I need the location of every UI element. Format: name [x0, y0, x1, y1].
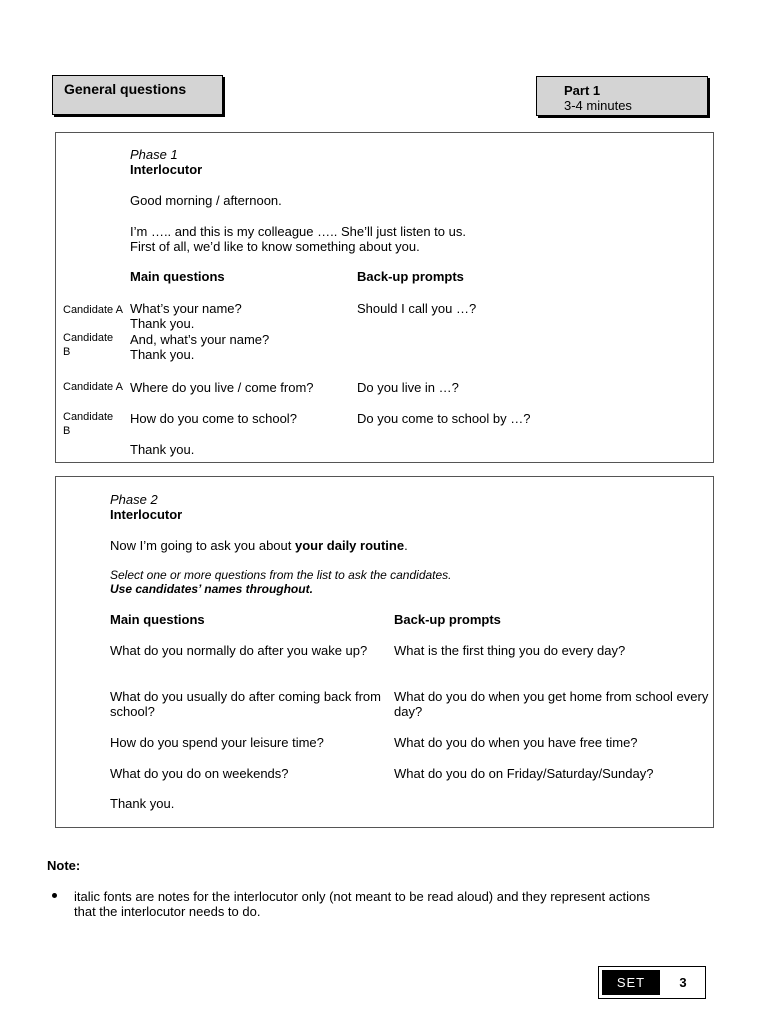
phase1-prompt: Should I call you …? — [357, 301, 477, 316]
phase1-question: Thank you. — [130, 347, 195, 362]
note-title: Note: — [47, 858, 81, 873]
phase2-instruction-1: Select one or more questions from the list to ask the candidates. — [110, 568, 452, 582]
phase2-label: Phase 2 — [110, 492, 158, 507]
phase2-intro — [110, 538, 408, 553]
phase1-label: Phase 1 — [130, 147, 178, 162]
phase2-question: How do you spend your leisure time? — [110, 735, 324, 750]
set-label: SET — [616, 975, 646, 990]
phase2-question: What do you normally do after you wake up? — [110, 643, 368, 658]
phase1-role: Interlocutor — [130, 162, 203, 177]
phase2-backup-prompts-header: Back-up prompts — [394, 612, 501, 627]
phase1-question: How do you come to school? — [130, 411, 297, 426]
candidate-label: Candidate B — [63, 411, 114, 437]
phase2-main-questions-header: Main questions — [110, 612, 205, 627]
part-duration: 3-4 minutes — [564, 98, 632, 113]
candidate-label: Candidate A — [63, 304, 123, 316]
phase2-prompt: What do you do when you get home from school every day? — [394, 689, 709, 719]
phase1-question: And, what’s your name? — [130, 332, 270, 347]
phase2-instruction-2: Use candidates’ names throughout. — [110, 582, 313, 596]
phase1-prompt: Do you come to school by …? — [357, 411, 531, 426]
phase2-prompt: What is the first thing you do every day? — [394, 643, 626, 658]
bullet-icon — [52, 893, 57, 898]
phase1-prompt: Do you live in …? — [357, 380, 459, 395]
phase2-question: What do you usually do after coming back from school? — [110, 689, 381, 719]
phase1-question: Where do you live / come from? — [130, 380, 314, 395]
phase2-intro-topic: your daily routine — [295, 538, 405, 553]
candidate-label: Candidate A — [63, 381, 123, 393]
phase2-prompt: What do you do when you have free time? — [394, 735, 638, 750]
candidate-label: Candidate B — [63, 332, 114, 358]
phase1-question: What’s your name? — [130, 301, 242, 316]
phase1-greeting: Good morning / afternoon. — [130, 193, 282, 208]
part-box — [536, 76, 708, 116]
part-label: Part 1 — [564, 83, 601, 98]
phase2-question: What do you do on weekends? — [110, 766, 289, 781]
note-text: italic fonts are notes for the interlocutor only (not meant to be read aloud) and they represent actions that the interlocutor needs to do. — [74, 889, 650, 919]
phase2-intro-suffix: . — [404, 538, 408, 553]
phase2-intro-prefix: Now I’m going to ask you about — [110, 538, 295, 553]
phase1-main-questions-header: Main questions — [130, 269, 225, 284]
phase1-backup-prompts-header: Back-up prompts — [357, 269, 464, 284]
phase2-closing: Thank you. — [110, 796, 175, 811]
section-title-box — [52, 75, 223, 115]
phase1-intro-line2: First of all, we’d like to know something about you. — [130, 239, 420, 254]
phase1-question: Thank you. — [130, 442, 195, 457]
phase1-question: Thank you. — [130, 316, 195, 331]
phase2-prompt: What do you do on Friday/Saturday/Sunday? — [394, 766, 654, 781]
set-number: 3 — [679, 975, 687, 990]
set-badge — [598, 966, 706, 999]
section-title: General questions — [64, 81, 187, 97]
phase1-intro-line1: I’m ….. and this is my colleague ….. She’ll just listen to us. — [130, 224, 466, 239]
phase2-role: Interlocutor — [110, 507, 183, 522]
